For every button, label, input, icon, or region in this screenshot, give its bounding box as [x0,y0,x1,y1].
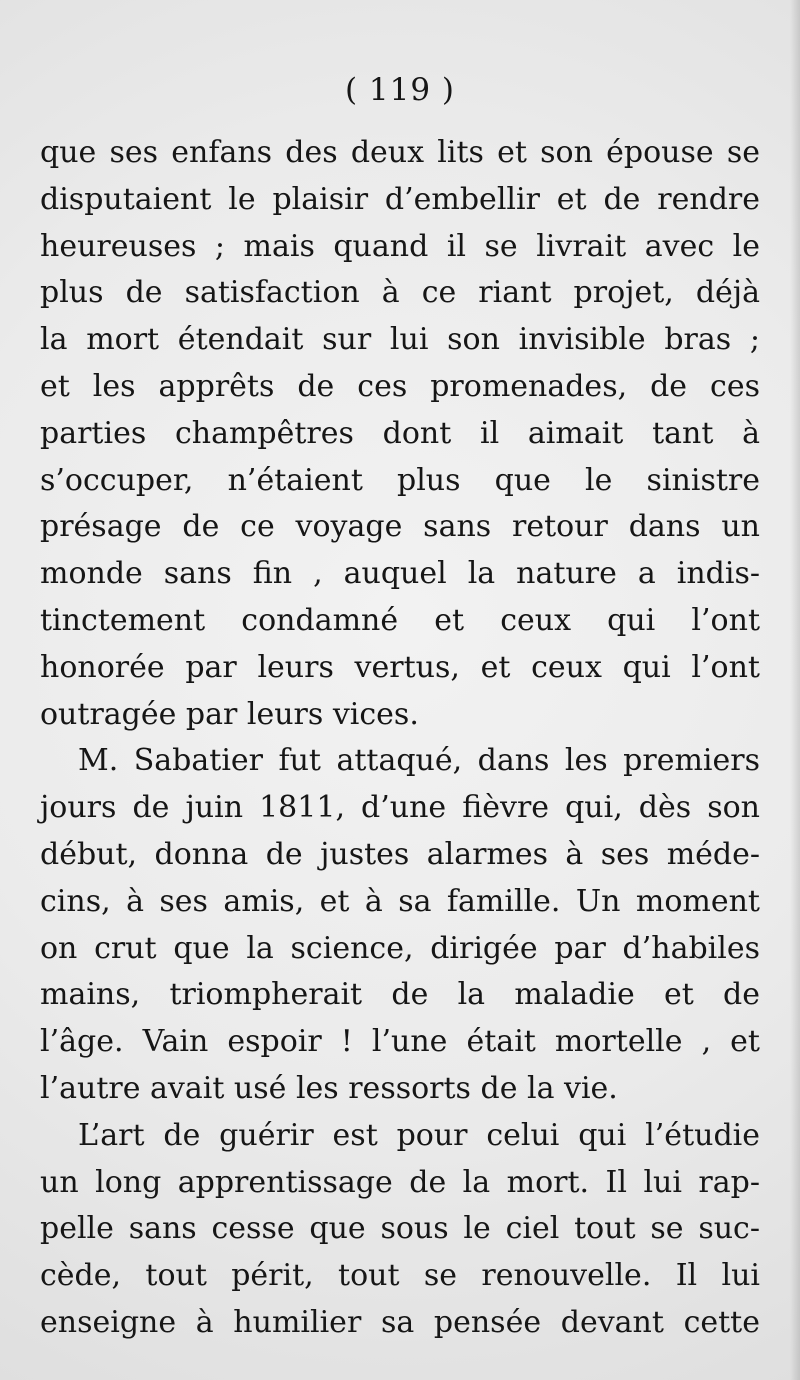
text-line: l’âge. Vain espoir ! l’une était mortelle , et [40,1024,760,1060]
text-line: cède, tout périt, tout se renouvelle. Il lui [40,1258,760,1294]
text-line: disputaient le plaisir d’embellir et de rendre [40,181,760,217]
paragraph-2 [40,738,760,1112]
text-line: mains, triompherait de la maladie et de [40,977,760,1013]
text-line: plus de satisfaction à ce riant projet, déjà [40,275,760,311]
text-line: s’occuper, n’étaient plus que le sinistre [40,462,760,498]
text-line: l’autre avait usé les ressorts de la vie. [40,1070,618,1106]
text-line: M. Sabatier fut attaqué, dans les premiers [78,743,760,779]
text-line: tinctement condamné et ceux qui l’ont [40,602,760,638]
text-line: outragée par leurs vices. [40,696,419,732]
text-line: honorée par leurs vertus, et ceux qui l’ont [40,649,760,685]
body-text [40,130,760,1347]
text-line: la mort étendait sur lui son invisible bras ; [40,322,760,358]
text-line: un long apprentissage de la mort. Il lui rap- [40,1164,760,1200]
text-line: que ses enfans des deux lits et son épouse se [40,135,760,170]
page-edge-shadow [790,0,800,1380]
text-line: heureuses ; mais quand il se livrait avec le [40,228,760,264]
text-line: cins, à ses amis, et à sa famille. Un moment [40,883,760,919]
text-line: L’art de guérir est pour celui qui l’étudie [78,1117,760,1153]
paragraph-3 [40,1113,760,1347]
paragraph-1 [40,130,760,738]
text-line: pelle sans cesse que sous le ciel tout se suc- [40,1211,760,1247]
text-line: début, donna de justes alarmes à ses méde- [40,836,760,872]
text-line: enseigne à humilier sa pensée devant cette [40,1304,760,1340]
page-number: ( 119 ) [344,72,456,108]
text-line: présage de ce voyage sans retour dans un [40,509,760,545]
text-line: jours de juin 1811, d’une fièvre qui, dès son [40,790,760,826]
text-line: parties champêtres dont il aimait tant à [40,415,760,451]
text-line: on crut que la science, dirigée par d’habiles [40,930,760,966]
text-line: et les apprêts de ces promenades, de ces [40,368,760,404]
text-line: monde sans fin , auquel la nature a indis- [40,556,760,592]
